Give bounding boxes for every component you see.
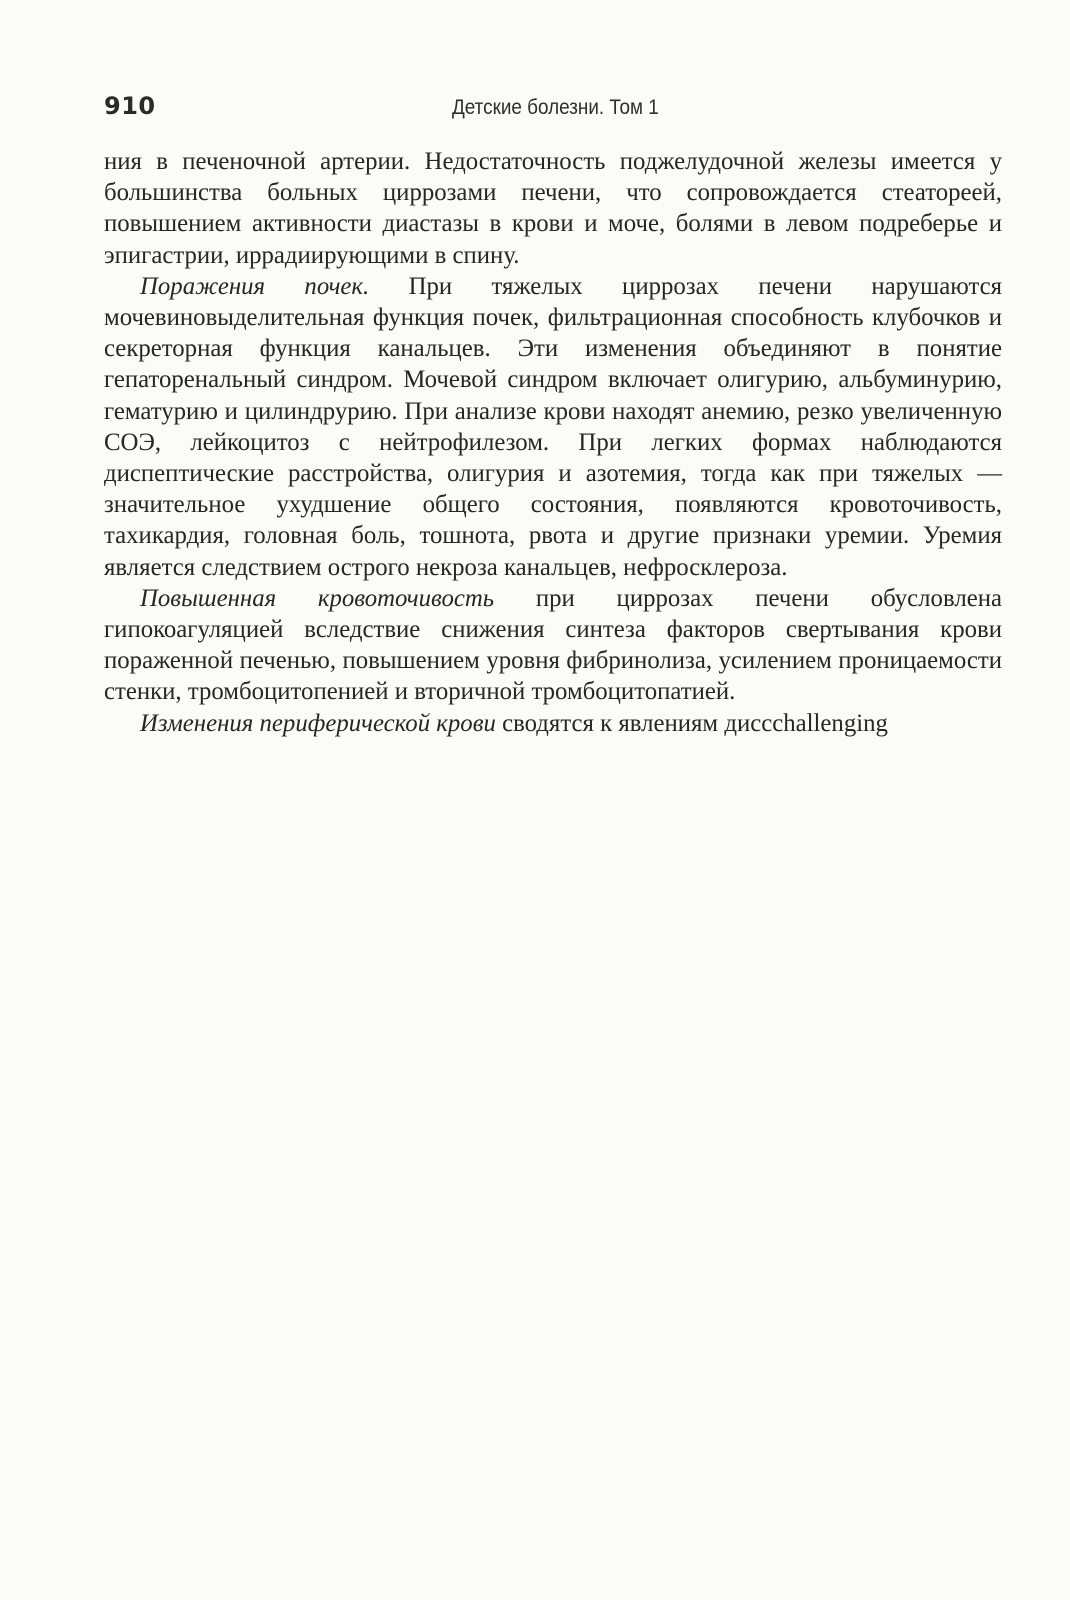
page-number: 910 bbox=[104, 92, 156, 120]
paragraph-text: при циррозах печени обусловлена гипокоагуляцией вследствие снижения синтеза факторов свертывания крови пораженной печенью, повышением уровня фибринолиза, усилением проницаемости стенки, тромбоцитопенией и вторичной тромбоцитопатией. bbox=[104, 584, 1002, 706]
paragraph bbox=[104, 146, 1002, 271]
paragraph-text: ния в печеночной артерии. Недостаточность поджелудочной железы имеется у большинства больных циррозами печени, что сопровождается стеатореей, повышением активности диастазы в крови и моче, болями в левом подреберье и эпигастрии, иррадиирующими в спину. bbox=[104, 148, 1002, 269]
paragraph-lead: Повышенная кровоточивость bbox=[140, 584, 495, 612]
paragraph-lead: Поражения почек. bbox=[140, 272, 370, 300]
paragraph-text: сводятся к явлениям диссchallenging bbox=[495, 709, 888, 737]
paragraph-text: При тяжелых циррозах печени нарушаются мочевиновыделительная функция почек, фильтрационная способность клубочков и секреторная функция канальцев. Эти изменения объединяют в понятие гепаторенальный синдром. Мочевой синдром включает олигурию, альбуминурию, гематурию и цилиндрурию. При анализе крови находят анемию, резко увеличенную СОЭ, лейкоцитоз с нейтрофилезом. При легких формах наблюдаются диспептические расстройства, олигурия и азотемия, тогда как при тяжелых — значительное ухудшение общего состояния, появляются кровоточивость, тахикардия, головная боль, тошнота, рвота и другие признаки уремии. Уремия является следствием острого некроза канальцев, нефросклероза. bbox=[104, 272, 1002, 581]
paragraph-lead: Изменения периферической крови bbox=[140, 709, 496, 737]
running-title: Детские болезни. Том 1 bbox=[452, 96, 659, 119]
paragraph bbox=[104, 708, 1002, 739]
page-header bbox=[104, 92, 1004, 132]
body-text bbox=[104, 146, 1002, 741]
paragraph bbox=[104, 583, 1002, 708]
paragraph bbox=[104, 271, 1002, 583]
